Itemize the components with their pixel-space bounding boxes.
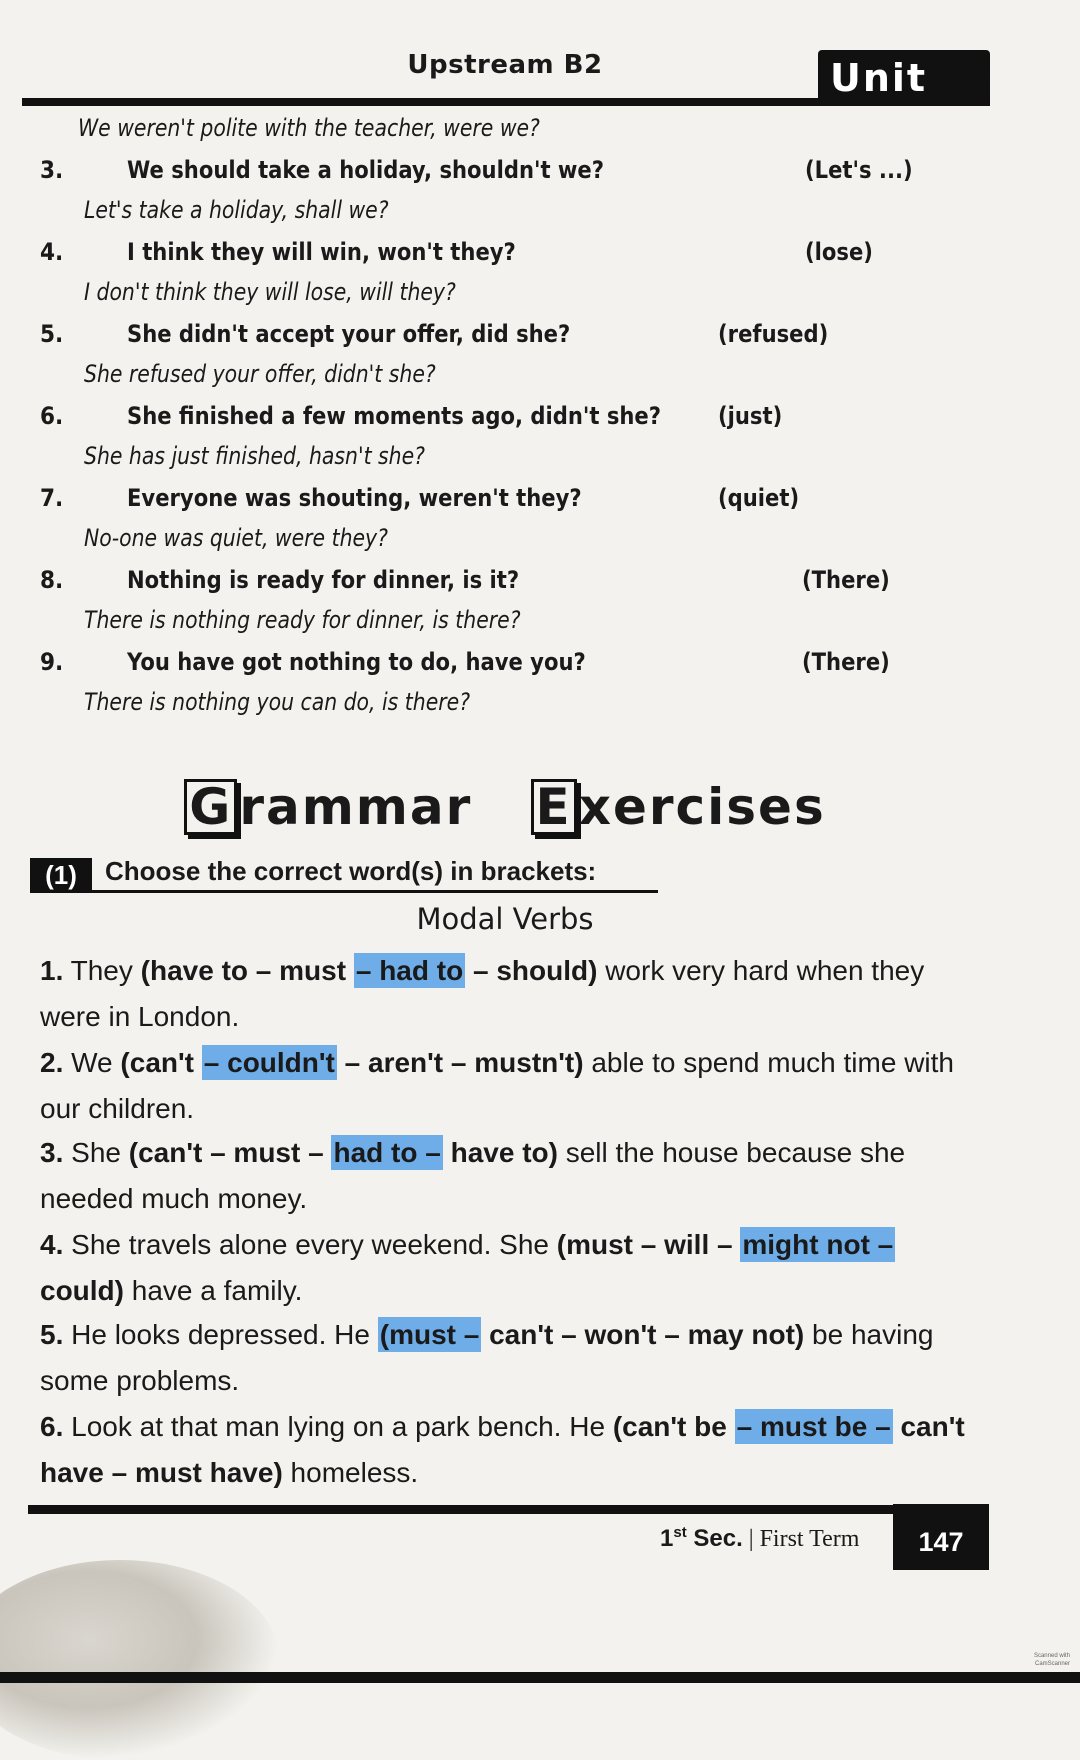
item-text: Look at that man lying on a park bench. He — [63, 1411, 613, 1442]
exercise-item — [40, 948, 980, 1040]
question-text: She finished a few moments ago, didn't she? — [127, 402, 662, 430]
item-text: She travels alone every weekend. She — [63, 1229, 557, 1260]
item-text: They — [63, 955, 141, 986]
exercise-item — [40, 1040, 980, 1132]
section-suffix: st — [673, 1524, 687, 1541]
section-title: Modal Verbs — [416, 902, 594, 936]
answer-line — [0, 688, 1080, 728]
heading-word: xercises — [578, 778, 826, 836]
answer-text: I don't think they will lose, will they? — [84, 278, 456, 306]
answer-line — [0, 524, 1080, 564]
question-number: 4. — [40, 238, 64, 266]
highlighted-answer: – must be – — [736, 1411, 891, 1442]
question-hint: (There) — [802, 566, 890, 594]
question-hint: (quiet) — [718, 484, 800, 512]
item-choices: (can't be – must be – can't have – must have) — [40, 1411, 965, 1488]
answer-text: There is nothing ready for dinner, is there? — [84, 606, 521, 634]
question-hint: (lose) — [805, 238, 873, 266]
exercise-item — [40, 1312, 980, 1404]
question-text: Everyone was shouting, weren't they? — [127, 484, 582, 512]
question-line — [0, 648, 1080, 688]
answer-line — [0, 442, 1080, 482]
item-number: 3. — [40, 1137, 64, 1168]
unit-label: Unit — [830, 56, 928, 100]
highlighted-answer: had to – — [333, 1137, 441, 1168]
highlighted-answer: – had to — [355, 955, 464, 986]
exercise-number: (1) — [30, 858, 92, 892]
heading-initial: E — [531, 779, 577, 835]
item-text: have a family. — [124, 1275, 303, 1306]
question-number: 8. — [40, 566, 64, 594]
question-text: She didn't accept your offer, did she? — [127, 320, 571, 348]
question-number: 3. — [40, 156, 64, 184]
scanner-watermark: Scanned with CamScanner — [1033, 1653, 1070, 1667]
term-label: First Term — [759, 1526, 860, 1552]
question-line — [0, 566, 1080, 606]
footer-term-label — [660, 1524, 859, 1553]
item-choices: (can't – couldn't – aren't – mustn't) — [120, 1047, 584, 1078]
question-hint: (There) — [802, 648, 890, 676]
grammar-exercises-heading — [0, 778, 1010, 836]
answer-text: No-one was quiet, were they? — [84, 524, 388, 552]
heading-word: rammar — [239, 778, 473, 836]
exercise-rule — [30, 890, 658, 893]
question-line — [0, 238, 1080, 278]
question-text: You have got nothing to do, have you? — [127, 648, 586, 676]
item-choices: (must – will – might not – could) — [40, 1229, 894, 1306]
highlighted-answer: (must – — [379, 1319, 480, 1350]
footer-separator: | — [742, 1526, 760, 1552]
unit-badge — [818, 42, 992, 115]
question-number: 5. — [40, 320, 64, 348]
answer-line — [0, 196, 1080, 236]
answer-line — [0, 360, 1080, 400]
question-hint: (Let's ...) — [805, 156, 913, 184]
question-line — [0, 402, 1080, 442]
answer-text: There is nothing you can do, is there? — [84, 688, 471, 716]
answer-line — [0, 606, 1080, 646]
item-choices: (have to – must – had to – should) — [140, 955, 598, 986]
highlighted-answer: – couldn't — [203, 1047, 335, 1078]
item-text: He looks depressed. He — [63, 1319, 378, 1350]
question-number: 9. — [40, 648, 64, 676]
item-number: 1. — [40, 955, 64, 986]
item-text: able to spend much time with our children. — [40, 1047, 954, 1124]
heading-initial: G — [184, 779, 237, 835]
exercise-title: Choose the correct word(s) in brackets: — [105, 856, 597, 886]
item-number: 2. — [40, 1047, 64, 1078]
item-text: be having some problems. — [40, 1319, 934, 1396]
item-text: We — [63, 1047, 121, 1078]
exercise-item — [40, 1130, 980, 1222]
item-text: sell the house because she needed much money. — [40, 1137, 906, 1214]
item-choices: (can't – must – had to – have to) — [128, 1137, 558, 1168]
book-title: Upstream B2 — [407, 50, 603, 80]
item-text: work very hard when they were in London. — [40, 955, 925, 1032]
exercise-item — [40, 1404, 980, 1496]
unit-number: 5 — [948, 42, 992, 115]
answer-text: We weren't polite with the teacher, were we? — [78, 114, 540, 142]
item-number: 4. — [40, 1229, 64, 1260]
answer-text: She refused your offer, didn't she? — [84, 360, 436, 388]
question-hint: (refused) — [718, 320, 829, 348]
question-line — [0, 484, 1080, 524]
item-choices: (must – can't – won't – may not) — [379, 1319, 805, 1350]
scan-bottom-edge — [0, 1672, 1080, 1683]
page-number: 147 — [893, 1504, 989, 1570]
section-label: Sec. — [686, 1525, 743, 1552]
question-number: 7. — [40, 484, 64, 512]
answer-line — [0, 278, 1080, 318]
footer-rule — [28, 1505, 988, 1514]
answer-text: Let's take a holiday, shall we? — [84, 196, 389, 224]
question-line — [0, 156, 1080, 196]
question-text: We should take a holiday, shouldn't we? — [127, 156, 604, 184]
answer-text: She has just finished, hasn't she? — [84, 442, 425, 470]
item-text: homeless. — [282, 1457, 419, 1488]
question-number: 6. — [40, 402, 64, 430]
item-text: She — [63, 1137, 129, 1168]
question-text: I think they will win, won't they? — [127, 238, 516, 266]
question-text: Nothing is ready for dinner, is it? — [127, 566, 520, 594]
item-number: 5. — [40, 1319, 64, 1350]
section-number: 1 — [660, 1525, 674, 1552]
question-line — [0, 320, 1080, 360]
highlighted-answer: might not – — [742, 1229, 894, 1260]
scan-shadow — [0, 1560, 280, 1760]
item-number: 6. — [40, 1411, 64, 1442]
exercise-item — [40, 1222, 980, 1314]
answer-line — [0, 114, 1080, 154]
question-hint: (just) — [718, 402, 783, 430]
